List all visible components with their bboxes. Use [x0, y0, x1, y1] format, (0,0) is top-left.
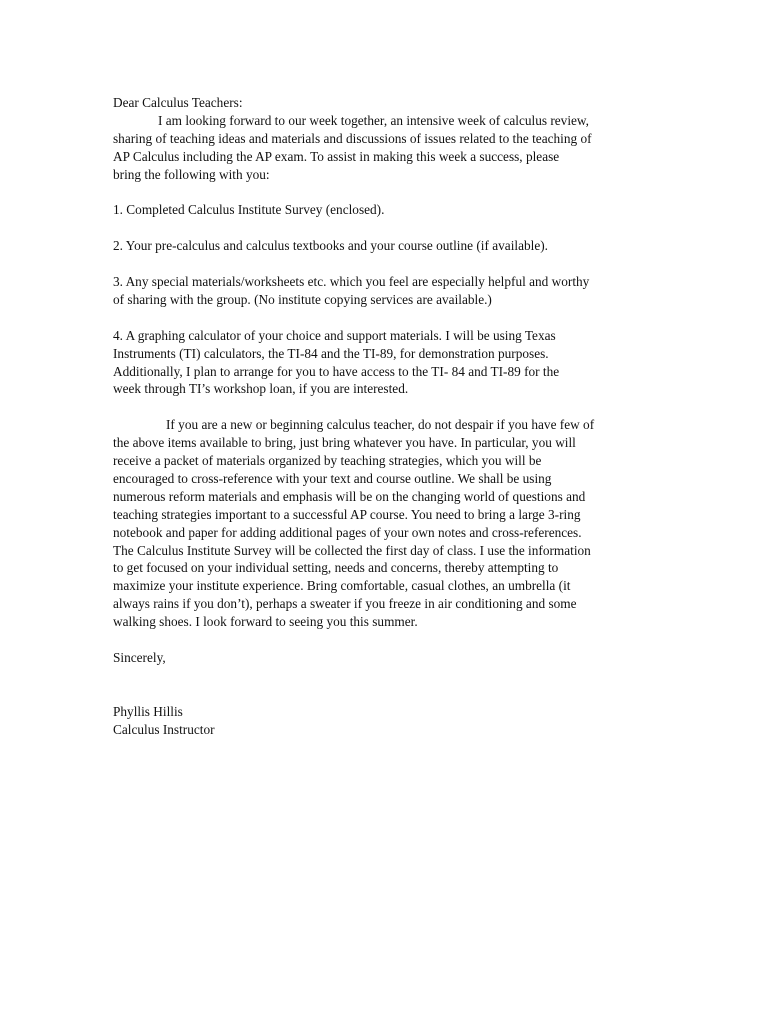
list-item-3	[113, 273, 673, 309]
list-item-line: 2. Your pre-calculus and calculus textbooks and your course outline (if available).	[113, 238, 548, 254]
list-item-line: 4. A graphing calculator of your choice and support materials. I will be using Texas	[113, 327, 556, 343]
list-item-line: 1. Completed Calculus Institute Survey (enclosed).	[113, 202, 385, 218]
body-line: notebook and paper for adding additional pages of your own notes and cross-references.	[113, 524, 582, 540]
body-line: the above items available to bring, just bring whatever you have. In particular, you will	[113, 435, 576, 451]
intro-line: AP Calculus including the AP exam. To assist in making this week a success, please	[113, 148, 560, 164]
closing: Sincerely,	[113, 650, 166, 665]
body-line: teaching strategies important to a successful AP course. You need to bring a large 3-ring	[113, 506, 581, 522]
list-item-line: week through TI’s workshop loan, if you are interested.	[113, 381, 409, 397]
signer-name: Phyllis Hillis	[113, 703, 183, 719]
body-line: numerous reform materials and emphasis will be on the changing world of questions and	[113, 488, 586, 504]
list-item-line: Instruments (TI) calculators, the TI-84 and the TI-89, for demonstration purposes.	[113, 345, 549, 361]
intro-line: sharing of teaching ideas and materials and discussions of issues related to the teaching of	[113, 130, 592, 146]
intro-paragraph	[113, 112, 673, 184]
body-line: receive a packet of materials organized by teaching strategies, which you will be	[113, 453, 542, 469]
list-item-4	[113, 327, 673, 399]
list-item-line: of sharing with the group. (No institute copying services are available.)	[113, 291, 492, 307]
list-item-line: Additionally, I plan to arrange for you to have access to the TI- 84 and TI-89 for the	[113, 363, 560, 379]
list-item-2	[113, 237, 673, 255]
body-paragraph	[113, 416, 673, 631]
body-line: walking shoes. I look forward to seeing you this summer.	[113, 614, 418, 630]
signer-title: Calculus Instructor	[113, 721, 215, 737]
letter	[113, 94, 673, 739]
list-item-line: 3. Any special materials/worksheets etc. which you feel are especially helpful and worthy	[113, 274, 590, 290]
body-line: The Calculus Institute Survey will be collected the first day of class. I use the information	[113, 542, 591, 558]
body-line: encouraged to cross-reference with your text and course outline. We shall be using	[113, 470, 552, 486]
intro-line: I am looking forward to our week together, an intensive week of calculus review,	[158, 112, 589, 128]
intro-line: bring the following with you:	[113, 166, 270, 182]
body-line: If you are a new or beginning calculus teacher, do not despair if you have few of	[166, 417, 595, 433]
salutation: Dear Calculus Teachers:	[113, 95, 243, 110]
body-line: to get focused on your individual setting, needs and concerns, thereby attempting to	[113, 560, 559, 576]
list-item-1	[113, 201, 673, 219]
body-line: maximize your institute experience. Bring comfortable, casual clothes, an umbrella (it	[113, 578, 571, 594]
body-line: always rains if you don’t), perhaps a sweater if you freeze in air conditioning and some	[113, 596, 577, 612]
